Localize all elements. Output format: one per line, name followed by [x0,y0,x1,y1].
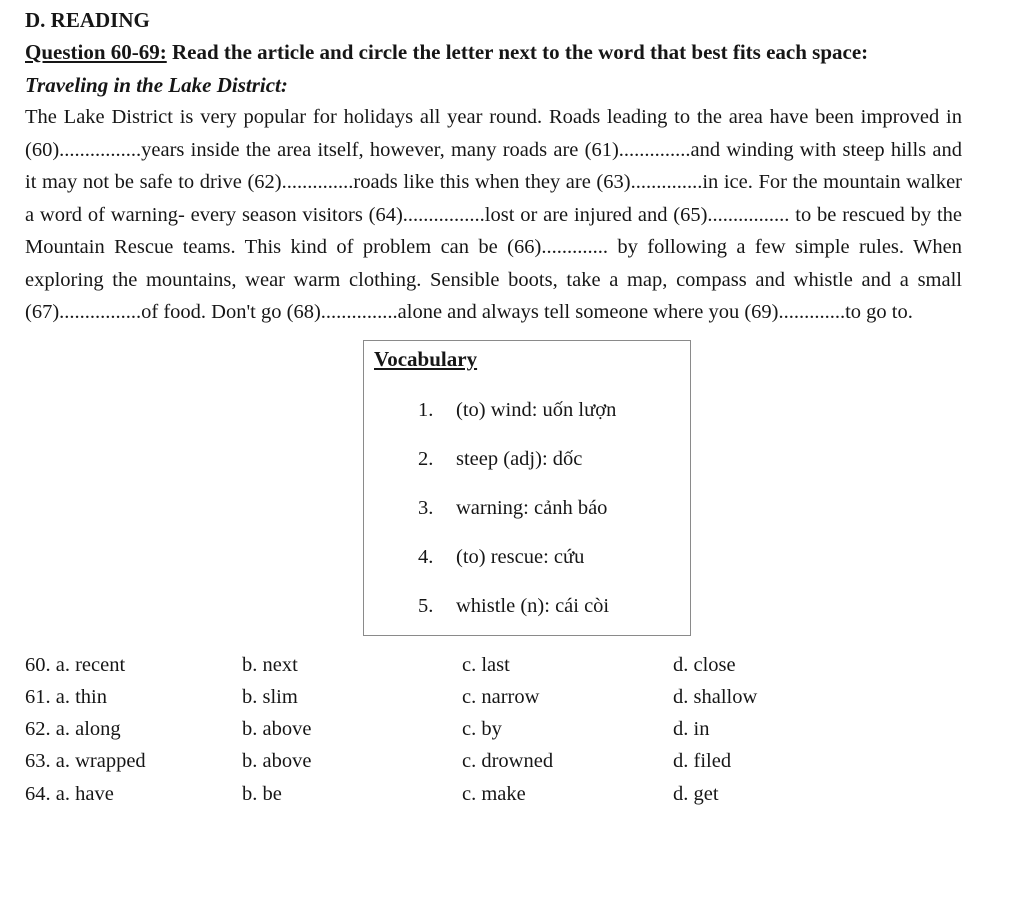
vocab-item-number: 2. [418,447,434,470]
vocab-item-number: 5. [418,594,434,617]
answer-row [25,713,962,745]
vocab-item [374,495,682,521]
option-b: b. be [242,782,282,805]
vocab-item-text: steep (adj): dốc [456,447,583,470]
vocab-item-number: 1. [418,398,434,421]
question-number: 62. [25,718,51,741]
answer-cell [25,681,242,713]
option-a: a. along [55,718,121,741]
vocabulary-box [363,340,691,636]
option-c: c. narrow [462,685,540,708]
vocab-item-text: warning: cảnh báo [456,496,608,519]
instruction-text: Read the article and circle the letter next to the word that best fits each space: [166,40,869,64]
question-number: 61. [25,685,51,708]
option-a: a. thin [55,685,107,708]
vocab-item [374,544,682,570]
answer-row [25,681,962,713]
answer-row [25,745,962,777]
option-d: d. get [673,782,719,805]
vocab-item [374,593,682,619]
answer-cell [25,649,242,681]
article-title: Traveling in the Lake District: [25,72,288,97]
vocab-item [374,397,682,423]
question-number: 63. [25,750,51,773]
vocab-item-text: (to) wind: uốn lượn [456,398,617,421]
option-d: d. filed [673,750,732,773]
vocab-item-text: whistle (n): cái còi [456,594,610,617]
option-c: c. last [462,653,510,676]
option-d: d. in [673,718,710,741]
option-d: d. close [673,653,736,676]
question-range-label: Question 60-69: [25,40,167,64]
vocabulary-title: Vocabulary [374,346,478,371]
article-paragraph: The Lake District is very popular for holidays all year round. Roads leading to the area have been improved in (60)................years inside the area itself, however, many roads are (61)..............and winding with steep hills and it may not be safe to drive (62)..............roads like this when they are (63)..............in ice. For the mountain walker a word of warning- every season visitors (64)................lost or are injured and (65)................ to be rescued by the Mountain Rescue teams. This kind of problem can be (66)............. by following a few simple rules. When exploring the mountains, wear warm clothing. Sensible boots, take a map, compass and whistle and a small (67)................of food. Don't go (68)...............alone and always tell someone where you (69).............to go to. [25,106,962,323]
option-c: c. make [462,782,526,805]
vocab-item [374,446,682,472]
option-c: c. by [462,718,502,741]
section-heading: D. READING [25,8,150,32]
option-a: a. have [55,782,114,805]
option-b: b. next [242,653,298,676]
question-number: 64. [25,782,51,805]
answer-options [25,649,962,810]
answer-cell [25,745,242,777]
vocab-item-text: (to) rescue: cứu [456,545,585,568]
option-d: d. shallow [673,685,758,708]
option-a: a. wrapped [55,750,146,773]
option-b: b. slim [242,685,298,708]
vocab-item-number: 4. [418,545,434,568]
question-number: 60. [25,653,51,676]
answer-cell [25,778,242,810]
instruction [25,36,962,69]
option-b: b. above [242,750,312,773]
answer-row [25,778,962,810]
answer-cell [25,713,242,745]
answer-row [25,649,962,681]
vocab-item-number: 3. [418,496,434,519]
option-c: c. drowned [462,750,554,773]
option-b: b. above [242,718,312,741]
option-a: a. recent [55,653,126,676]
